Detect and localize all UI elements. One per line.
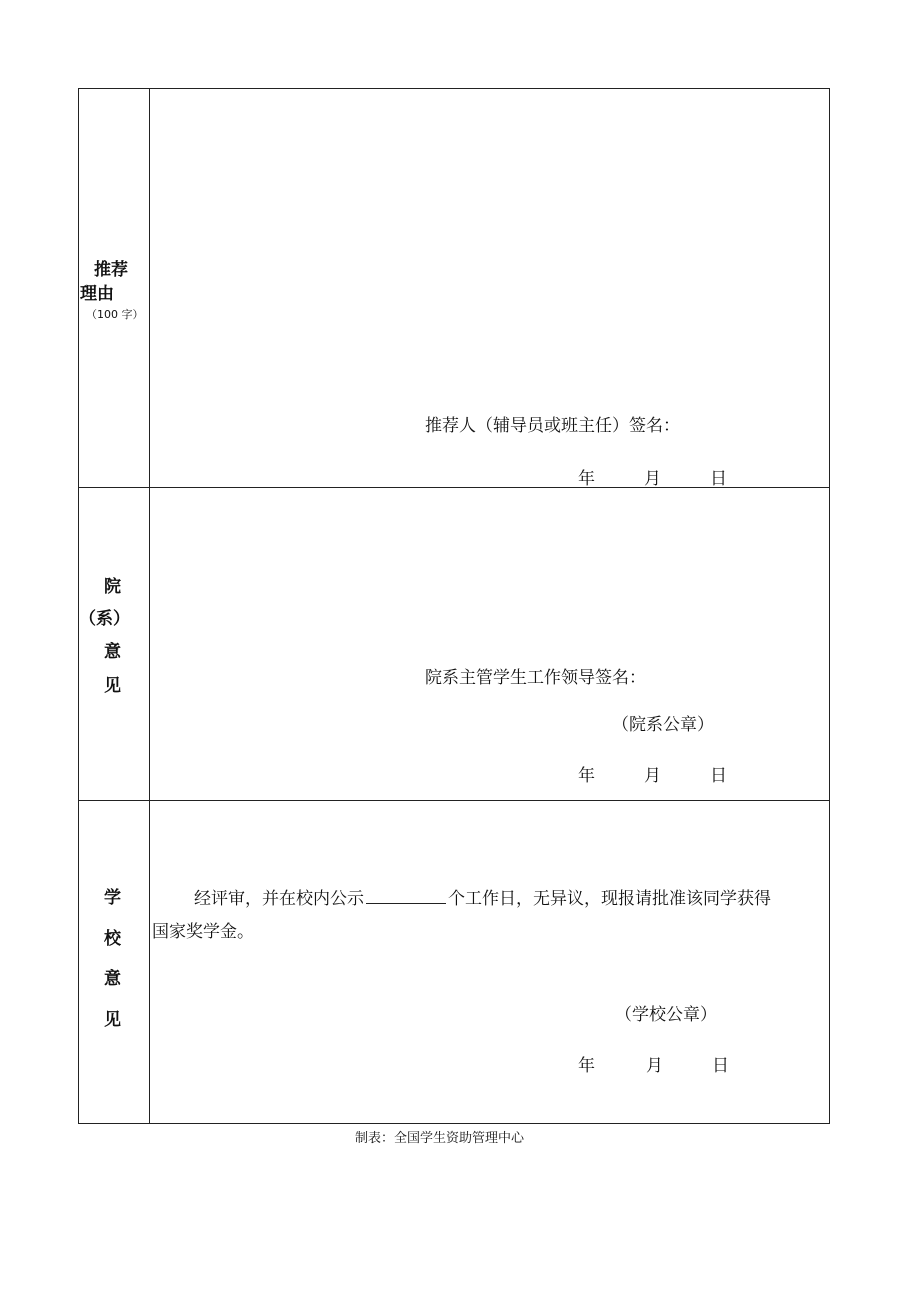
- department-month-label: 月: [644, 766, 661, 786]
- school-stamp-label: （学校公章）: [615, 1005, 717, 1025]
- recommend-row: [79, 89, 829, 488]
- recommend-label-note: （100 字）: [86, 308, 144, 321]
- department-label-char-1: 院: [104, 577, 121, 597]
- recommend-content-cell[interactable]: [150, 89, 829, 487]
- school-statement-part2: 个工作日，无异议，现报请批准该同学获得: [448, 889, 771, 909]
- department-leader-signature-label: 院系主管学生工作领导签名：: [425, 668, 646, 688]
- department-year-label: 年: [578, 766, 595, 786]
- school-label-cell: [79, 800, 150, 1124]
- form-maker-note: 制表：全国学生资助管理中心: [355, 1131, 525, 1146]
- recommend-day-label: 日: [710, 469, 727, 489]
- department-content-cell[interactable]: [150, 487, 829, 800]
- school-row: [79, 800, 829, 1124]
- recommend-label-line1: 推荐: [94, 260, 128, 280]
- school-statement-line1: [194, 884, 771, 909]
- department-label-cell: [79, 487, 150, 800]
- school-label-char-4: 见: [104, 1010, 121, 1030]
- school-day-label: 日: [712, 1056, 729, 1076]
- department-row: [79, 487, 829, 801]
- school-statement-line2: 国家奖学金。: [152, 922, 254, 942]
- recommend-month-label: 月: [644, 469, 661, 489]
- publicity-days-blank[interactable]: [366, 887, 446, 904]
- scholarship-form-table: [78, 88, 830, 1124]
- school-year-label: 年: [578, 1056, 595, 1076]
- recommend-label-line2: 理由: [80, 284, 114, 304]
- school-label-char-3: 意: [104, 969, 121, 989]
- department-label-char-2: （系）: [79, 609, 130, 629]
- school-label-char-1: 学: [104, 888, 121, 908]
- department-label-char-3: 意: [104, 642, 121, 662]
- department-day-label: 日: [710, 766, 727, 786]
- school-month-label: 月: [646, 1056, 663, 1076]
- department-label-char-4: 见: [104, 676, 121, 696]
- recommender-signature-label: 推荐人（辅导员或班主任）签名：: [425, 416, 680, 436]
- recommend-label-cell: [79, 89, 150, 487]
- school-label-char-2: 校: [104, 929, 121, 949]
- school-content-cell[interactable]: [150, 800, 829, 1124]
- school-statement-part1: 经评审，并在校内公示: [194, 889, 364, 909]
- department-stamp-label: （院系公章）: [612, 715, 714, 735]
- recommend-year-label: 年: [578, 469, 595, 489]
